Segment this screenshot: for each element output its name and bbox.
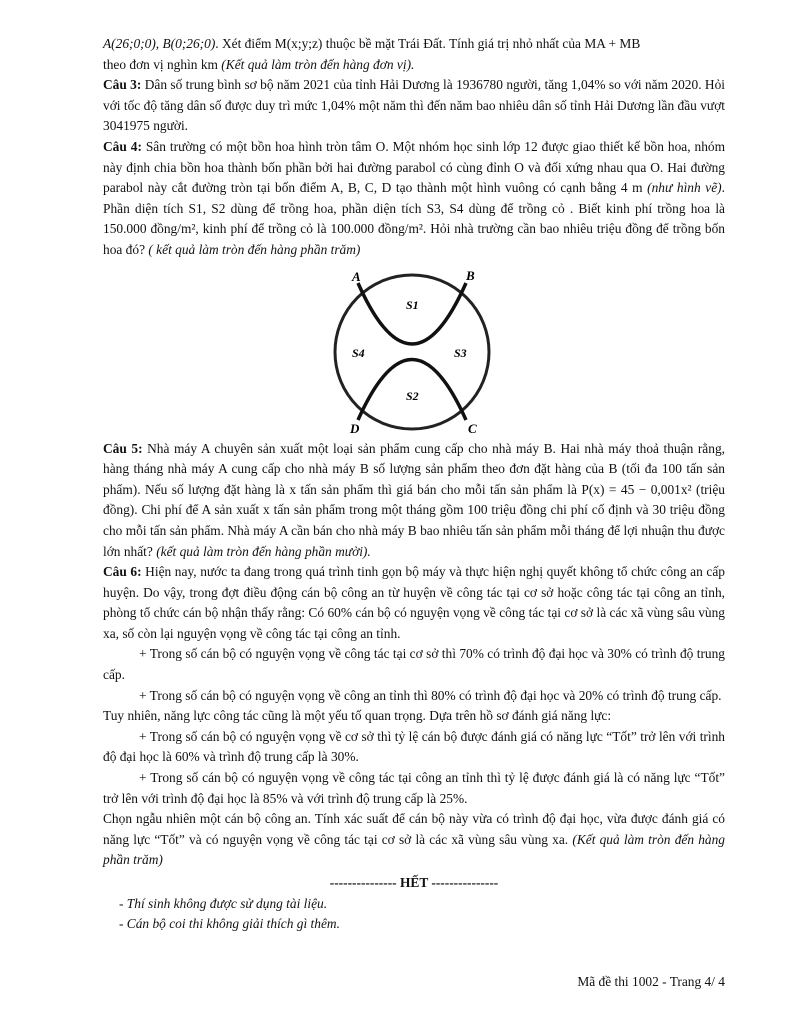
question-6-bullet-3: + Trong số cán bộ có nguyện vọng về cơ sở thì tỷ lệ cán bộ được đánh giá có năng lực “Tốt” trở lên với trình độ đại học là 60% và trình độ trung cấp là 30%. — [103, 728, 725, 765]
question-4-text-2: . Phần diện tích S1, S2 dùng để trồng hoa, phần diện tích S3, S4 dùng để trồng cỏ . Biết kinh phí trồng hoa là 150.000 đồng/m², kinh phí để trồng cỏ là 100.000 đồng/m². Hỏi nhà trường cần bao nhiêu triệu đồng để trồng bốn hoa đó? — [103, 180, 725, 257]
question-2-note: (Kết quả làm tròn đến hàng đơn vị). — [221, 56, 415, 72]
flower-bed-figure — [103, 265, 725, 435]
question-6-intro-text: Hiện nay, nước ta đang trong quá trình tinh gọn bộ máy và thực hiện nghị quyết không tổ chức công an cấp huyện. Do vậy, trong đợt điều động cán bộ công an từ huyện về công tác tại cơ sở hoặc công tác tại công an tỉnh, phòng tổ chức cán bộ nhận thấy rằng: Có 60% cán bộ có nguyện vọng về công tác tại cơ sở là các xã vùng sâu vùng xa, số còn lại nguyện vọng về công tác tại công an tỉnh. — [103, 564, 725, 641]
point-c-label: C — [468, 420, 477, 435]
flower-bed-diagram — [324, 265, 504, 435]
question-3-label: Câu 3: — [103, 77, 142, 93]
question-4-text-1: Sân trường có một bồn hoa hình tròn tâm O. Một nhóm học sinh lớp 12 được giao thiết kế bồn hoa, nhóm này định chia bồn hoa thành bốn phần bởi hai đường parabol có cùng đỉnh O và đối xứng nhau qua O. Hai đường parabol này cắt đường tròn tại bốn điểm A, B, C, D tạo thành một hình vuông có cạnh bằng 4 m — [103, 138, 725, 196]
question-6-note: (Kết quả làm tròn đến hàng phần trăm) — [103, 831, 726, 868]
question-2-tail — [103, 34, 725, 75]
question-2-text: . Xét điểm M(x;y;z) thuộc bề mặt Trái Đất. Tính giá trị nhỏ nhất của MA + MB — [215, 36, 641, 51]
question-6-mid: Tuy nhiên, năng lực công tác cũng là một yếu tố quan trọng. Dựa trên hồ sơ đánh giá năng lực: — [103, 708, 612, 724]
note-1: - Thí sinh không được sử dụng tài liệu. — [119, 895, 328, 911]
question-4-note-2: ( kết quả làm tròn đến hàng phần trăm) — [148, 241, 361, 257]
point-b-label: B — [466, 267, 475, 283]
question-5-note: (kết quả làm tròn đến hàng phần mười). — [156, 543, 371, 559]
point-a-label: A — [352, 268, 361, 284]
points-ab: A(26;0;0), B(0;26;0) — [103, 36, 216, 51]
note-2: - Cán bộ coi thi không giải thích gì thêm. — [119, 916, 340, 932]
region-s4-label: S4 — [352, 345, 365, 360]
question-5-text: Nhà máy A chuyên sản xuất một loại sản phẩm cung cấp cho nhà máy B. Hai nhà máy thoả thuận rằng, hàng tháng nhà máy A cung cấp cho nhà máy B số lượng sản phẩm theo đơn đặt hàng của B (tối đa 100 tấn sản phẩm). Nếu số lượng đặt hàng là x tấn sản phẩm thì giá bán cho mỗi tấn sản phẩm là P(x) = 45 − 0,001x² (triệu đồng). Chi phí để A sản xuất x tấn sản phẩm trong một tháng gồm 100 triệu đồng chi phí cố định và 30 triệu đồng cho mỗi tấn sản phẩm. Nhà máy A cần bán cho nhà máy B bao nhiêu tấn sản phẩm mỗi tháng để lợi nhuận thu được lớn nhất? — [103, 440, 725, 559]
question-6-intro — [103, 562, 725, 644]
region-s3-label: S3 — [454, 345, 467, 360]
point-d-label: D — [350, 420, 360, 435]
question-3 — [103, 75, 725, 137]
question-4-note-1: (như hình vẽ) — [647, 180, 722, 196]
region-s1-label: S1 — [406, 297, 419, 312]
end-marker: --------------- HẾT --------------- — [329, 875, 499, 890]
question-6-label: Câu 6: — [103, 564, 142, 580]
question-5-label: Câu 5: — [103, 440, 143, 456]
question-2-text-2: theo đơn vị nghìn km — [103, 56, 222, 72]
question-6-final-text: Chọn ngẫu nhiên một cán bộ công an. Tính xác suất để cán bộ này vừa có trình độ đại học, vừa được đánh giá có năng lực “Tốt” và có nguyện vọng về công tác tại cơ sở là các xã vùng sâu vùng xa. — [103, 811, 725, 847]
question-6-bullet-2: + Trong số cán bộ có nguyện vọng về công an tỉnh thì 80% có trình độ đại học và 20% có trình độ trung cấp. — [139, 687, 722, 703]
question-4-label: Câu 4: — [103, 138, 142, 154]
question-6-final — [103, 809, 725, 871]
question-3-text: Dân số trung bình sơ bộ năm 2021 của tỉnh Hải Dương là 1936780 người, tăng 1,04% so với năm 2020. Hỏi với tốc độ tăng dân số được duy trì mức 1,04% một năm thì đến năm bao nhiêu dân số tỉnh Hải Dương lần đầu vượt 3041975 người. — [103, 77, 725, 134]
question-5 — [103, 439, 725, 563]
parabola-top — [358, 283, 466, 344]
question-4 — [103, 137, 725, 261]
question-6-bullet-4: + Trong số cán bộ có nguyện vọng về công tác tại công an tỉnh thì tỷ lệ được đánh giá là có năng lực “Tốt” trở lên với trình độ đại học là 85% và với trình độ trung cấp là 25%. — [103, 770, 725, 806]
region-s2-label: S2 — [406, 388, 419, 403]
question-6-bullet-1: + Trong số cán bộ có nguyện vọng về công tác tại cơ sở thì 70% có trình độ đại học và 30% có trình độ trung cấp. — [103, 646, 725, 683]
page-content — [103, 34, 725, 935]
page-footer: Mã đề thi 1002 - Trang 4/ 4 — [577, 974, 725, 989]
